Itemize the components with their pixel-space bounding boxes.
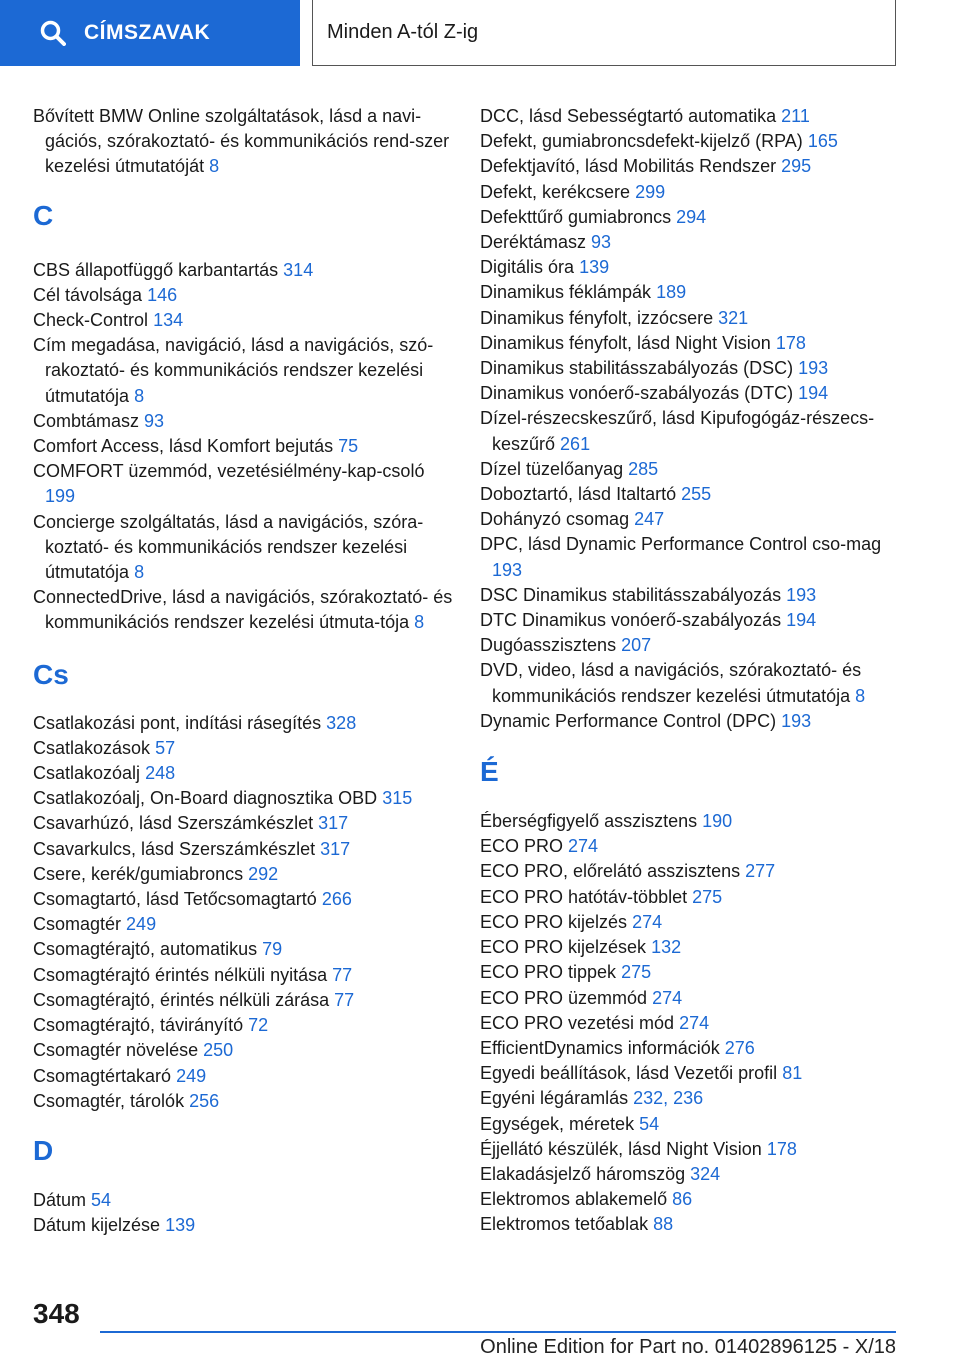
index-entry	[480, 255, 900, 280]
index-entry	[480, 986, 900, 1011]
entry-text: Csomagtértakaró	[33, 1065, 172, 1086]
page-link[interactable]: 77	[334, 989, 355, 1010]
page-link[interactable]: 299	[635, 181, 666, 202]
entry-text: Defekttűrő gumiabroncs	[480, 206, 672, 227]
page-link[interactable]: 274	[632, 911, 663, 932]
entry-text: Egyéni légáramlás	[480, 1088, 629, 1109]
breadcrumb	[312, 0, 896, 66]
index-entry	[33, 837, 453, 862]
entry-text: Csavarkulcs, lásd Szerszámkészlet	[33, 838, 316, 859]
entry-text: DTC Dinamikus vonóerő-szabályozás	[480, 610, 782, 631]
page-link[interactable]: 249	[126, 914, 157, 935]
entry-text: Dinamikus vonóerő-szabályozás (DTC)	[480, 383, 794, 404]
entry-text: Digitális óra	[480, 257, 575, 278]
page-link[interactable]: 194	[786, 610, 817, 631]
index-entry	[33, 104, 453, 180]
index-entry	[480, 230, 900, 255]
entry-text: Dugóasszisztens	[480, 635, 617, 656]
entry-text: Combtámasz	[33, 410, 140, 431]
index-entry	[33, 459, 453, 509]
index-column-left	[33, 104, 453, 1238]
entry-text: DPC, lásd Dynamic Performance Control cso‐mag	[480, 534, 882, 555]
index-entry	[480, 633, 900, 658]
entry-text: Dohányzó csomag	[480, 509, 630, 530]
index-entry	[33, 1064, 453, 1089]
index-entry	[480, 280, 900, 305]
entry-text: Bővített BMW Online szolgáltatások, lásd a navi‐gációs, szórakoztató- és kommunikációs rend‐szer kezelési útmutatóját	[33, 106, 450, 177]
page-link[interactable]: 314	[283, 259, 314, 280]
index-entry	[33, 786, 453, 811]
entry-text: Csomagtérajtó, távirányító	[33, 1015, 244, 1036]
index-entry	[480, 960, 900, 985]
page-link[interactable]: 93	[144, 410, 165, 431]
entry-text: Csomagtér, tárolók	[33, 1090, 185, 1111]
entry-text: Cél távolsága	[33, 284, 143, 305]
index-entry	[480, 1212, 900, 1237]
page-link[interactable]: 193	[492, 559, 523, 580]
page-link[interactable]: 134	[153, 310, 184, 331]
index-entry	[33, 711, 453, 736]
section-letter: Cs	[33, 658, 69, 690]
index-entry	[33, 1213, 453, 1238]
page-link[interactable]: 178	[775, 332, 806, 353]
page-link[interactable]: 315	[382, 788, 413, 809]
page-link[interactable]: 248	[145, 763, 176, 784]
page-link[interactable]: 88	[653, 1214, 674, 1235]
entry-text: COMFORT üzemmód, vezetésiélmény-kap‐csoló	[33, 461, 425, 482]
entry-text: Check-Control	[33, 310, 149, 331]
index-entry	[480, 129, 900, 154]
index-entry	[480, 1086, 900, 1111]
edition-text: Online Edition for Part no. 01402896125 - X/18	[480, 1336, 896, 1358]
page-link[interactable]: 232, 236	[633, 1088, 704, 1109]
index-entry	[480, 809, 900, 834]
section-letter: C	[33, 199, 54, 231]
entry-text: CBS állapotfüggő karbantartás	[33, 259, 279, 280]
page-link[interactable]: 277	[745, 861, 776, 882]
entry-text: Dátum kijelzése	[33, 1215, 161, 1236]
entry-text: Dynamic Performance Control (DPC)	[480, 710, 777, 731]
entry-text: Defekt, kerékcsere	[480, 181, 631, 202]
page-link[interactable]: 256	[189, 1090, 220, 1111]
index-entry	[480, 406, 900, 456]
page-link[interactable]: 193	[786, 584, 817, 605]
page-number: 348	[33, 1298, 80, 1329]
page-link[interactable]: 317	[320, 838, 351, 859]
index-entry	[33, 811, 453, 836]
entry-text: ECO PRO hatótáv-többlet	[480, 886, 688, 907]
entry-text: Csomagtérajtó, érintés nélküli zárása	[33, 989, 330, 1010]
index-entry	[33, 283, 453, 308]
index-entry	[480, 1112, 900, 1137]
entry-text: ConnectedDrive, lásd a navigációs, szórakoztató- és kommunikációs rendszer kezelési útmuta‐tója	[33, 587, 453, 633]
index-entry	[33, 1038, 453, 1063]
page-link[interactable]: 292	[248, 863, 279, 884]
search-icon	[40, 20, 66, 46]
entry-text: Egyedi beállítások, lásd Vezetői profil	[480, 1063, 778, 1084]
entry-text: Csomagtér	[33, 914, 122, 935]
index-entry	[480, 104, 900, 129]
index-entry	[480, 482, 900, 507]
index-entry	[33, 1013, 453, 1038]
index-entry	[480, 205, 900, 230]
entry-text: Deréktámasz	[480, 232, 587, 253]
page-link[interactable]: 146	[147, 284, 178, 305]
index-entry	[480, 180, 900, 205]
index-entry	[480, 709, 900, 734]
entry-text: Csatlakozóalj	[33, 763, 141, 784]
index-entry	[480, 885, 900, 910]
page-link[interactable]: 211	[781, 106, 810, 126]
entry-text: ECO PRO tippek	[480, 962, 617, 983]
entry-text: Concierge szolgáltatás, lásd a navigációs, szóra‐koztató- és kommunikációs rendszer kezelési útmutatója	[33, 511, 424, 583]
page-link[interactable]: 86	[672, 1189, 693, 1210]
index-entry	[33, 434, 453, 459]
entry-text: Egységek, méretek	[480, 1113, 635, 1134]
index-entry	[480, 583, 900, 608]
entry-text: EfficientDynamics információk	[480, 1037, 720, 1058]
section-letter: É	[480, 756, 499, 788]
index-entry	[33, 912, 453, 937]
index-entry	[33, 409, 453, 434]
entry-text: ECO PRO üzemmód	[480, 987, 648, 1008]
entry-text: Cím megadása, navigáció, lásd a navigációs, szó‐rakoztató- és kommunikációs rendszer kezelési útmutatója	[33, 335, 434, 406]
entry-text: Dízel-részecskeszűrő, lásd Kipufogógáz-részecs‐keszűrő	[480, 408, 875, 454]
page-link[interactable]: 247	[634, 509, 665, 530]
page-link[interactable]: 261	[560, 433, 591, 454]
index-entry	[480, 1162, 900, 1187]
index-entry	[33, 308, 453, 333]
index-entry	[33, 1089, 453, 1114]
entry-text: ECO PRO kijelzés	[480, 911, 628, 932]
page-link[interactable]: 165	[807, 131, 838, 152]
entry-text: Csatlakozási pont, indítási rásegítés	[33, 712, 322, 733]
index-entry	[33, 963, 453, 988]
entry-text: Dinamikus stabilitásszabályozás (DSC)	[480, 358, 794, 379]
index-entry	[480, 507, 900, 532]
entry-text: Csatlakozások	[33, 737, 151, 758]
index-entry	[33, 988, 453, 1013]
index-entry	[480, 1187, 900, 1212]
page-link[interactable]: 295	[781, 156, 812, 177]
page-link[interactable]: 189	[656, 282, 687, 303]
entry-text: Defekt, gumiabroncsdefekt-kijelző (RPA)	[480, 131, 803, 152]
page-link[interactable]: 75	[338, 436, 359, 457]
index-entry	[33, 1188, 453, 1213]
entry-text: DCC, lásd Sebességtartó automatika	[480, 106, 777, 126]
index-entry	[33, 761, 453, 786]
page-link[interactable]: 317	[318, 813, 349, 834]
index-entry	[480, 608, 900, 633]
page-link[interactable]: 139	[579, 257, 610, 278]
page-link[interactable]: 8	[134, 562, 145, 583]
page-link[interactable]: 276	[724, 1037, 755, 1058]
page-link[interactable]: 54	[639, 1113, 660, 1134]
index-entry	[33, 862, 453, 887]
index-entry	[480, 1011, 900, 1036]
page-link[interactable]: 93	[591, 232, 612, 253]
page-link[interactable]: 255	[681, 484, 712, 505]
page-link[interactable]: 275	[621, 962, 652, 983]
page-link[interactable]: 77	[332, 964, 353, 985]
page-link[interactable]: 193	[798, 358, 829, 379]
page-link[interactable]: 139	[165, 1215, 196, 1236]
breadcrumb-label: Minden A-tól Z-ig	[327, 21, 479, 43]
page-link[interactable]: 275	[692, 886, 723, 907]
keywords-tab-label: CÍMSZAVAK	[84, 21, 211, 44]
entry-text: Csomagtérajtó érintés nélküli nyitása	[33, 964, 328, 985]
section-letter: D	[33, 1134, 54, 1166]
index-entry	[480, 457, 900, 482]
page-link[interactable]: 132	[651, 937, 682, 958]
index-entry	[480, 1036, 900, 1061]
index-entry	[33, 585, 453, 635]
entry-text: DSC Dinamikus stabilitásszabályozás	[480, 584, 782, 605]
index-entry	[480, 658, 900, 708]
entry-text: ECO PRO, előrelátó asszisztens	[480, 861, 741, 882]
entry-text: Doboztartó, lásd Italtartó	[480, 484, 677, 505]
page-link[interactable]: 72	[248, 1015, 269, 1036]
page-link[interactable]: 321	[718, 307, 749, 328]
index-entry	[33, 736, 453, 761]
index-entry	[33, 258, 453, 283]
page-link[interactable]: 8	[414, 612, 425, 633]
page-link[interactable]: 274	[568, 836, 599, 857]
entry-text: Elakadásjelző háromszög	[480, 1163, 686, 1184]
page-link[interactable]: 199	[45, 486, 76, 507]
entry-text: Éberségfigyelő asszisztens	[480, 811, 698, 832]
index-entry	[480, 306, 900, 331]
page-link[interactable]: 194	[798, 383, 829, 404]
entry-text: ECO PRO vezetési mód	[480, 1012, 675, 1033]
entry-text: Comfort Access, lásd Komfort bejutás	[33, 436, 334, 457]
index-entry	[480, 154, 900, 179]
page-link[interactable]: 285	[628, 458, 659, 479]
footer-divider	[100, 1331, 896, 1333]
entry-text: Elektromos ablakemelő	[480, 1189, 668, 1210]
entry-text: Csatlakozóalj, On-Board diagnosztika OBD	[33, 788, 378, 809]
page-link[interactable]: 274	[679, 1012, 710, 1033]
entry-text: Dízel tüzelőanyag	[480, 458, 624, 479]
entry-text: Defektjavító, lásd Mobilitás Rendszer	[480, 156, 777, 177]
index-entry	[480, 935, 900, 960]
page-link[interactable]: 57	[155, 737, 176, 758]
index-entry	[480, 532, 900, 582]
page-link[interactable]: 81	[782, 1063, 803, 1084]
entry-text: Dinamikus fényfolt, izzócsere	[480, 307, 714, 328]
entry-text: Dinamikus féklámpák	[480, 282, 652, 303]
entry-text: Csavarhúzó, lásd Szerszámkészlet	[33, 813, 314, 834]
index-entry	[480, 859, 900, 884]
entry-text: Dátum	[33, 1189, 87, 1210]
entry-text: Csomagtartó, lásd Tetőcsomagtartó	[33, 889, 317, 910]
index-entry	[480, 356, 900, 381]
index-entry	[33, 887, 453, 912]
entry-text: DVD, video, lásd a navigációs, szórakoztató- és kommunikációs rendszer kezelési útmutatója	[480, 660, 862, 706]
page-link[interactable]: 328	[326, 712, 357, 733]
page-link[interactable]: 249	[176, 1065, 207, 1086]
index-entry	[33, 510, 453, 586]
page-link[interactable]: 294	[676, 206, 707, 227]
entry-text: Elektromos tetőablak	[480, 1214, 649, 1235]
index-entry	[480, 381, 900, 406]
index-entry	[33, 937, 453, 962]
keywords-tab[interactable]	[0, 0, 300, 66]
index-entry	[480, 1137, 900, 1162]
page-link[interactable]: 324	[690, 1163, 721, 1184]
page-link[interactable]: 250	[203, 1040, 234, 1061]
page-link[interactable]: 266	[321, 889, 352, 910]
entry-text: Dinamikus fényfolt, lásd Night Vision	[480, 332, 771, 353]
index-entry	[480, 834, 900, 859]
page-link[interactable]: 178	[766, 1138, 797, 1159]
page-link[interactable]: 274	[652, 987, 683, 1008]
page-link[interactable]: 54	[91, 1189, 112, 1210]
entry-text: Éjjellátó készülék, lásd Night Vision	[480, 1138, 762, 1159]
page-link[interactable]: 207	[621, 635, 652, 656]
index-entry	[480, 910, 900, 935]
page-link[interactable]: 190	[702, 811, 733, 832]
entry-text: ECO PRO kijelzések	[480, 937, 647, 958]
index-entry	[33, 333, 453, 409]
index-column-right	[480, 104, 900, 1238]
page-link[interactable]: 8	[134, 385, 145, 406]
entry-text: Csomagtér növelése	[33, 1040, 199, 1061]
entry-text: ECO PRO	[480, 836, 564, 857]
entry-text: Csere, kerék/gumiabroncs	[33, 863, 244, 884]
page-link[interactable]: 79	[262, 939, 283, 960]
page-link[interactable]: 8	[209, 156, 220, 177]
index-entry	[480, 1061, 900, 1086]
index-entry	[480, 331, 900, 356]
page-link[interactable]: 193	[781, 710, 812, 731]
entry-text: Csomagtérajtó, automatikus	[33, 939, 258, 960]
page-link[interactable]: 8	[855, 685, 866, 706]
